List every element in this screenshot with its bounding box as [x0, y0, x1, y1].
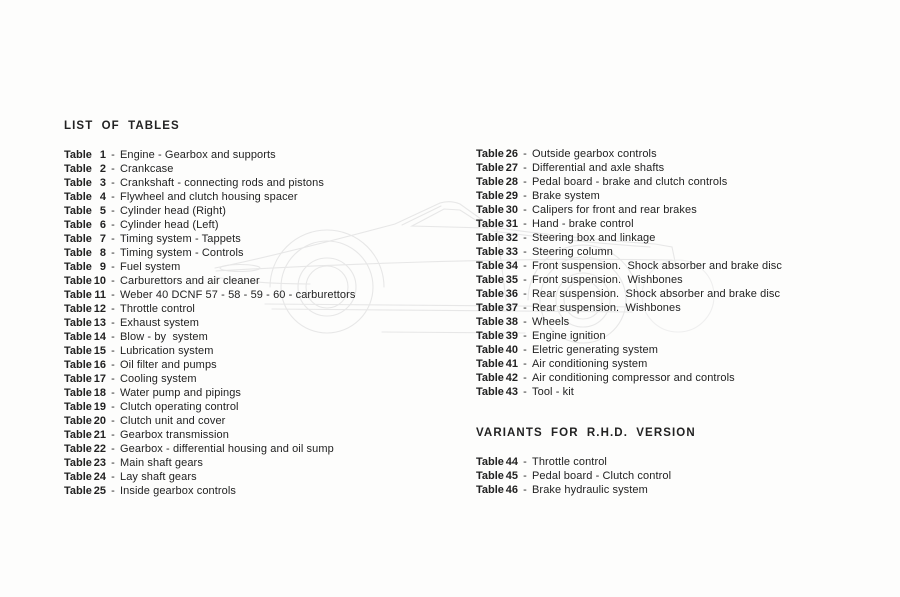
table-row [64, 386, 356, 400]
table-row-description: Pedal board - brake and clutch controls [532, 176, 728, 188]
table-row-description: Throttle control [120, 303, 195, 315]
table-row [64, 456, 356, 470]
table-row-separator: - [523, 470, 527, 482]
table-row-number: 12 [93, 303, 106, 315]
table-row-number: 44 [505, 456, 518, 468]
table-row-number: 46 [505, 484, 518, 496]
table-row [64, 400, 356, 414]
table-row-label: Table [476, 190, 504, 202]
table-row-label: Table [64, 387, 92, 399]
table-row-separator: - [523, 274, 527, 286]
table-row-label: Table [64, 345, 92, 357]
table-row-label: Table [64, 401, 92, 413]
table-row-number: 29 [505, 190, 518, 202]
table-row-number: 1 [99, 149, 106, 161]
table-row-description: Rear suspension. Wishbones [532, 302, 681, 314]
table-row-separator: - [111, 359, 115, 371]
table-row [64, 470, 356, 484]
table-row [476, 343, 782, 357]
table-row [64, 288, 356, 302]
table-row-description: Air conditioning system [532, 358, 648, 370]
table-row-separator: - [111, 471, 115, 483]
table-row-number: 26 [505, 148, 518, 160]
table-row-label: Table [476, 288, 504, 300]
table-row-number: 18 [93, 387, 106, 399]
table-row-description: Main shaft gears [120, 457, 203, 469]
table-row-separator: - [111, 457, 115, 469]
table-row-label: Table [476, 148, 504, 160]
table-row-number: 36 [505, 288, 518, 300]
table-row [64, 428, 356, 442]
table-row-number: 13 [93, 317, 106, 329]
table-row-label: Table [476, 162, 504, 174]
table-row [64, 358, 356, 372]
table-row-number: 45 [505, 470, 518, 482]
table-row-label: Table [64, 303, 92, 315]
table-row-description: Hand - brake control [532, 218, 634, 230]
table-row-label: Table [64, 457, 92, 469]
table-row [64, 190, 356, 204]
page-title: LIST OF TABLES [64, 120, 180, 132]
table-row-label: Table [64, 359, 92, 371]
table-row [64, 176, 356, 190]
table-row-separator: - [523, 246, 527, 258]
table-row-description: Crankshaft - connecting rods and pistons [120, 177, 324, 189]
table-row [476, 455, 671, 469]
table-row-number: 27 [505, 162, 518, 174]
table-row-label: Table [64, 149, 92, 161]
table-row-separator: - [523, 204, 527, 216]
table-row-separator: - [523, 344, 527, 356]
table-row-description: Calipers for front and rear brakes [532, 204, 697, 216]
table-row-label: Table [476, 358, 504, 370]
table-row-description: Engine ignition [532, 330, 606, 342]
table-row-label: Table [476, 176, 504, 188]
table-row-label: Table [64, 317, 92, 329]
table-row [476, 245, 782, 259]
table-row [476, 385, 782, 399]
table-row-label: Table [476, 246, 504, 258]
table-row-description: Brake system [532, 190, 600, 202]
table-row-description: Lubrication system [120, 345, 214, 357]
table-row-separator: - [111, 289, 115, 301]
table-row-separator: - [523, 386, 527, 398]
table-row-number: 38 [505, 316, 518, 328]
table-row [64, 148, 356, 162]
table-row-label: Table [476, 456, 504, 468]
table-row-label: Table [476, 344, 504, 356]
table-row-separator: - [111, 247, 115, 259]
table-row-description: Brake hydraulic system [532, 484, 648, 496]
table-row-number: 35 [505, 274, 518, 286]
table-row-number: 23 [93, 457, 106, 469]
table-row-separator: - [111, 149, 115, 161]
table-row [64, 442, 356, 456]
table-row-description: Outside gearbox controls [532, 148, 657, 160]
table-row-separator: - [523, 358, 527, 370]
table-row-separator: - [111, 261, 115, 273]
table-row-label: Table [476, 316, 504, 328]
table-row-number: 31 [505, 218, 518, 230]
table-row [476, 315, 782, 329]
table-row-number: 43 [505, 386, 518, 398]
table-row-label: Table [476, 330, 504, 342]
table-row-description: Timing system - Controls [120, 247, 244, 259]
table-row [476, 189, 782, 203]
variants-table-list [476, 455, 671, 497]
table-row-description: Engine - Gearbox and supports [120, 149, 276, 161]
table-row-number: 28 [505, 176, 518, 188]
table-row [64, 484, 356, 498]
table-row-description: Crankcase [120, 163, 174, 175]
table-row-separator: - [523, 232, 527, 244]
table-row-label: Table [476, 302, 504, 314]
table-row-number: 32 [505, 232, 518, 244]
table-row [476, 175, 782, 189]
table-row-separator: - [523, 260, 527, 272]
table-row-separator: - [111, 317, 115, 329]
table-row-description: Pedal board - Clutch control [532, 470, 672, 482]
table-row-description: Flywheel and clutch housing spacer [120, 191, 298, 203]
table-row-separator: - [111, 401, 115, 413]
table-row-label: Table [64, 415, 92, 427]
table-row [64, 414, 356, 428]
table-row-number: 8 [99, 247, 106, 259]
table-row-separator: - [111, 163, 115, 175]
table-row-description: Water pump and pipings [120, 387, 242, 399]
table-row-number: 19 [93, 401, 106, 413]
table-row-number: 21 [93, 429, 106, 441]
table-row-description: Air conditioning compressor and controls [532, 372, 735, 384]
table-row-label: Table [476, 274, 504, 286]
table-row-number: 22 [93, 443, 106, 455]
table-row-number: 33 [505, 246, 518, 258]
table-row-separator: - [111, 415, 115, 427]
table-row [64, 302, 356, 316]
table-row [476, 273, 782, 287]
table-row-description: Lay shaft gears [120, 471, 197, 483]
table-row-label: Table [64, 471, 92, 483]
table-row-label: Table [64, 443, 92, 455]
table-row-description: Timing system - Tappets [120, 233, 241, 245]
table-row-label: Table [64, 275, 92, 287]
table-row-description: Carburettors and air cleaner [120, 275, 260, 287]
table-row-separator: - [523, 190, 527, 202]
table-row-label: Table [64, 163, 92, 175]
table-row-description: Eletric generating system [532, 344, 658, 356]
table-row-label: Table [64, 191, 92, 203]
table-row-number: 4 [99, 191, 106, 203]
table-row-number: 3 [99, 177, 106, 189]
table-row-description: Oil filter and pumps [120, 359, 217, 371]
table-row-description: Fuel system [120, 261, 181, 273]
table-row-label: Table [64, 289, 92, 301]
table-row-description: Differential and axle shafts [532, 162, 665, 174]
table-row-label: Table [64, 261, 92, 273]
table-row-number: 7 [99, 233, 106, 245]
table-row-number: 24 [93, 471, 106, 483]
table-row-description: Front suspension. Shock absorber and brake disc [532, 260, 782, 272]
table-row-number: 37 [505, 302, 518, 314]
table-row-number: 16 [93, 359, 106, 371]
table-row [476, 357, 782, 371]
table-row-label: Table [476, 386, 504, 398]
table-row [476, 161, 782, 175]
table-row-label: Table [64, 373, 92, 385]
table-row-label: Table [476, 372, 504, 384]
table-row-number: 30 [505, 204, 518, 216]
table-row-number: 20 [93, 415, 106, 427]
table-row-label: Table [476, 260, 504, 272]
table-row-separator: - [523, 456, 527, 468]
table-row [64, 232, 356, 246]
table-row-separator: - [523, 288, 527, 300]
table-row-description: Throttle control [532, 456, 607, 468]
table-row-description: Clutch operating control [120, 401, 239, 413]
table-row-description: Tool - kit [532, 386, 574, 398]
table-row-label: Table [476, 470, 504, 482]
table-row [64, 330, 356, 344]
table-list-right-column [476, 147, 782, 399]
table-row-label: Table [64, 331, 92, 343]
table-row-label: Table [476, 484, 504, 496]
table-row [476, 203, 782, 217]
table-row [64, 218, 356, 232]
table-row-number: 14 [93, 331, 106, 343]
table-row-separator: - [111, 233, 115, 245]
table-row-number: 40 [505, 344, 518, 356]
table-row [64, 274, 356, 288]
table-row-description: Gearbox transmission [120, 429, 229, 441]
table-row-number: 42 [505, 372, 518, 384]
table-row-separator: - [111, 177, 115, 189]
table-row-number: 11 [94, 289, 106, 301]
table-row-description: Cylinder head (Right) [120, 205, 227, 217]
table-row-label: Table [64, 177, 92, 189]
table-row-separator: - [523, 162, 527, 174]
table-row-separator: - [111, 373, 115, 385]
table-row [476, 301, 782, 315]
table-row-separator: - [111, 331, 115, 343]
table-row-description: Steering column [532, 246, 613, 258]
table-row-number: 41 [505, 358, 518, 370]
table-row-label: Table [476, 204, 504, 216]
table-row-description: Blow - by system [120, 331, 208, 343]
table-row-number: 15 [93, 345, 106, 357]
table-row-separator: - [111, 219, 115, 231]
table-row [476, 217, 782, 231]
table-row-number: 6 [99, 219, 106, 231]
table-row [64, 344, 356, 358]
table-row-description: Gearbox - differential housing and oil sump [120, 443, 334, 455]
table-row-label: Table [64, 485, 92, 497]
table-row-separator: - [111, 345, 115, 357]
variants-heading: VARIANTS FOR R.H.D. VERSION [476, 427, 696, 439]
table-row-separator: - [523, 330, 527, 342]
table-row-label: Table [64, 233, 92, 245]
table-row [476, 147, 782, 161]
table-row-number: 2 [99, 163, 106, 175]
table-row [476, 231, 782, 245]
table-row-description: Cooling system [120, 373, 197, 385]
table-row-label: Table [64, 205, 92, 217]
table-row-separator: - [111, 429, 115, 441]
table-row-number: 39 [505, 330, 518, 342]
table-row-description: Rear suspension. Shock absorber and brake disc [532, 288, 781, 300]
table-row-separator: - [523, 302, 527, 314]
table-row-label: Table [64, 247, 92, 259]
table-row-description: Steering box and linkage [532, 232, 656, 244]
table-row-label: Table [64, 429, 92, 441]
table-row [476, 287, 782, 301]
table-row-description: Wheels [532, 316, 570, 328]
table-list-left-column [64, 148, 356, 498]
table-row [476, 329, 782, 343]
table-row-number: 25 [93, 485, 106, 497]
table-row-separator: - [523, 316, 527, 328]
table-row [64, 372, 356, 386]
table-row-label: Table [476, 232, 504, 244]
table-row-description: Front suspension. Wishbones [532, 274, 683, 286]
table-row-separator: - [111, 275, 115, 287]
table-row-separator: - [523, 218, 527, 230]
table-row [64, 316, 356, 330]
table-row-number: 5 [99, 205, 106, 217]
table-row-separator: - [111, 485, 115, 497]
table-row-description: Exhaust system [120, 317, 200, 329]
table-row-number: 10 [93, 275, 106, 287]
table-row-separator: - [111, 443, 115, 455]
table-row [476, 469, 671, 483]
table-row-number: 34 [505, 260, 518, 272]
table-row [64, 162, 356, 176]
table-row-label: Table [476, 218, 504, 230]
table-row [64, 204, 356, 218]
table-row [476, 371, 782, 385]
table-row-number: 17 [93, 373, 106, 385]
table-row [64, 260, 356, 274]
table-row [476, 483, 671, 497]
table-row-description: Weber 40 DCNF 57 - 58 - 59 - 60 - carburettors [120, 289, 356, 301]
table-row-separator: - [523, 176, 527, 188]
table-row [64, 246, 356, 260]
table-row-separator: - [523, 484, 527, 496]
table-row-description: Clutch unit and cover [120, 415, 226, 427]
table-row-description: Inside gearbox controls [120, 485, 237, 497]
table-row-description: Cylinder head (Left) [120, 219, 219, 231]
table-row-label: Table [64, 219, 92, 231]
table-row-separator: - [111, 387, 115, 399]
table-row-separator: - [523, 148, 527, 160]
table-row [476, 259, 782, 273]
table-row-separator: - [111, 191, 115, 203]
table-row-separator: - [111, 303, 115, 315]
table-row-number: 9 [99, 261, 106, 273]
table-row-separator: - [523, 372, 527, 384]
table-row-separator: - [111, 205, 115, 217]
